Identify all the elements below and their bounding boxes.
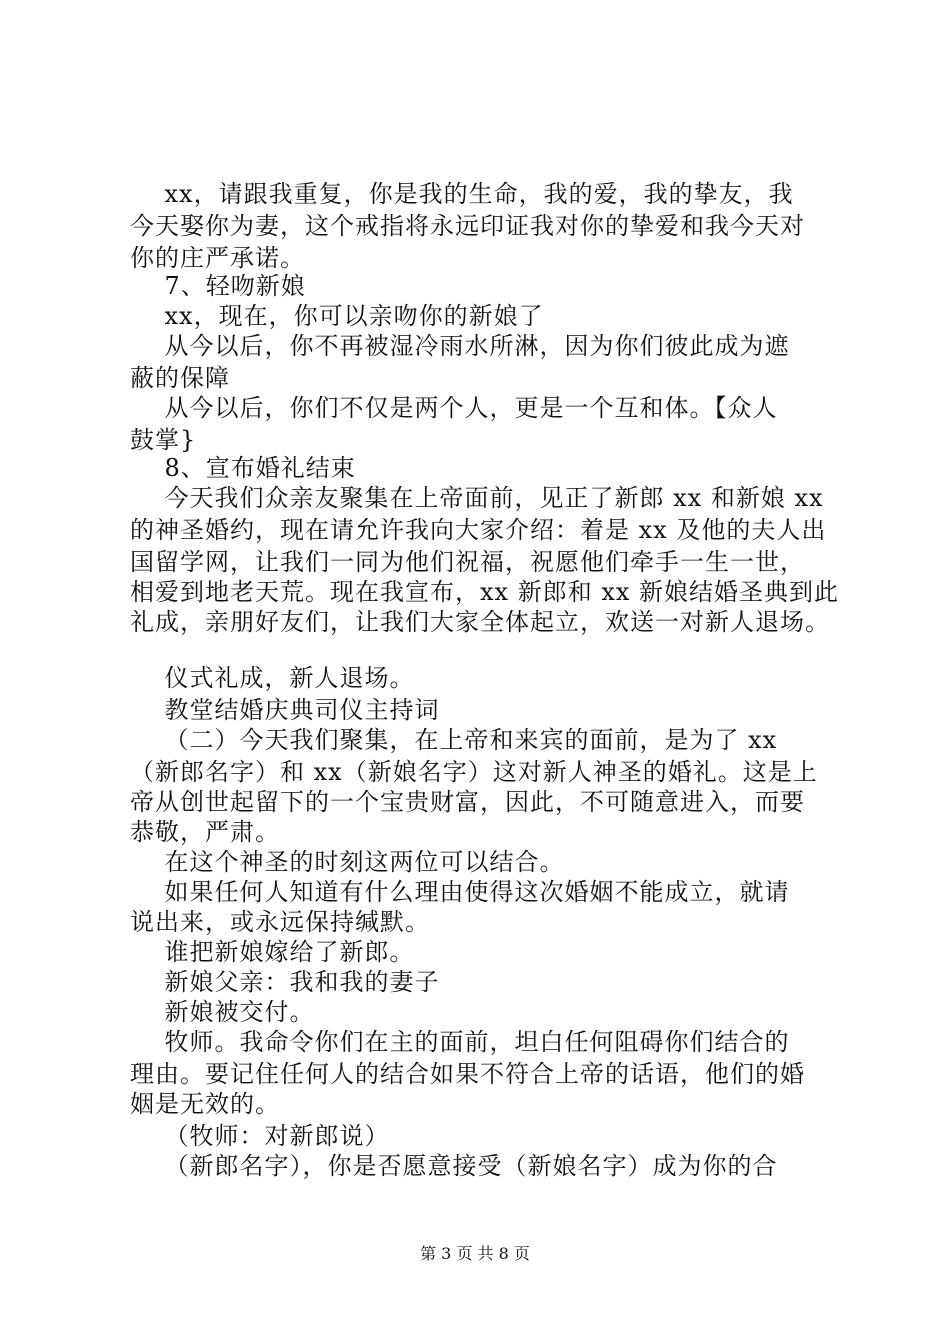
section-heading: 7、轻吻新娘 xyxy=(130,272,306,300)
text-line: xx，请跟我重复，你是我的生命，我的爱，我的挚友，我 xyxy=(130,180,794,208)
section-heading: 8、宣布婚礼结束 xyxy=(130,454,356,482)
page-number-footer: 第 3 页 共 8 页 xyxy=(420,1244,530,1263)
text-line: 在这个神圣的时刻这两位可以结合。 xyxy=(130,848,565,876)
text-line: 蔽的保障 xyxy=(130,364,230,392)
text-line: 从今以后，你不再被湿冷雨水所淋，因为你们彼此成为遮 xyxy=(130,332,790,360)
text-line: 今天娶你为妻，这个戒指将永远印证我对你的挚爱和我今天对 xyxy=(130,212,805,240)
text-line: 恭敬，严肃。 xyxy=(130,818,280,846)
text-line: 鼓掌} xyxy=(130,426,197,454)
text-line: 理由。要记住任何人的结合如果不符合上帝的话语，他们的婚 xyxy=(130,1060,805,1088)
text-line: （二）今天我们聚集，在上帝和来宾的面前，是为了 xx xyxy=(130,726,778,754)
text-line: 帝从创世起留下的一个宝贵财富，因此，不可随意进入，而要 xyxy=(130,788,805,816)
text-line: 谁把新娘嫁给了新郎。 xyxy=(130,938,415,966)
text-line: 礼成，亲朋好友们，让我们大家全体起立，欢送一对新人退场。 xyxy=(130,608,830,636)
text-line: 如果任何人知道有什么理由使得这次婚姻不能成立，就请 xyxy=(130,878,790,906)
text-line: 仪式礼成，新人退场。 xyxy=(130,664,415,692)
text-line: （新郎名字），你是否愿意接受（新娘名字）成为你的合 xyxy=(130,1152,778,1180)
text-line: （新郎名字）和 xx（新娘名字）这对新人神圣的婚礼。这是上 xyxy=(130,758,818,786)
text-line: 国留学网，让我们一同为他们祝福，祝愿他们牵手一生一世， xyxy=(130,548,805,576)
text-line: 说出来，或永远保持缄默。 xyxy=(130,908,430,936)
text-line: xx，现在，你可以亲吻你的新娘了 xyxy=(130,302,544,330)
text-line: 姻是无效的。 xyxy=(130,1090,280,1118)
text-line: 牧师。我命令你们在主的面前，坦白任何阻碍你们结合的 xyxy=(130,1028,790,1056)
text-line: 从今以后，你们不仅是两个人，更是一个互和体。【众人 xyxy=(130,394,778,422)
text-line: 新娘被交付。 xyxy=(130,998,315,1026)
text-line: 今天我们众亲友聚集在上帝面前，见正了新郎 xx 和新娘 xx xyxy=(130,484,824,512)
text-line: 相爱到地老天荒。现在我宣布，xx 新郎和 xx 新娘结婚圣典到此 xyxy=(130,578,840,606)
section-heading: 教堂结婚庆典司仪主持词 xyxy=(130,696,440,724)
text-line: 新娘父亲：我和我的妻子 xyxy=(130,968,440,996)
text-line: 的神圣婚约，现在请允许我向大家介绍：着是 xx 及他的夫人出 xyxy=(130,516,827,544)
text-line: 你的庄严承诺。 xyxy=(130,244,305,272)
text-line: （牧师：对新郎说） xyxy=(130,1122,390,1150)
